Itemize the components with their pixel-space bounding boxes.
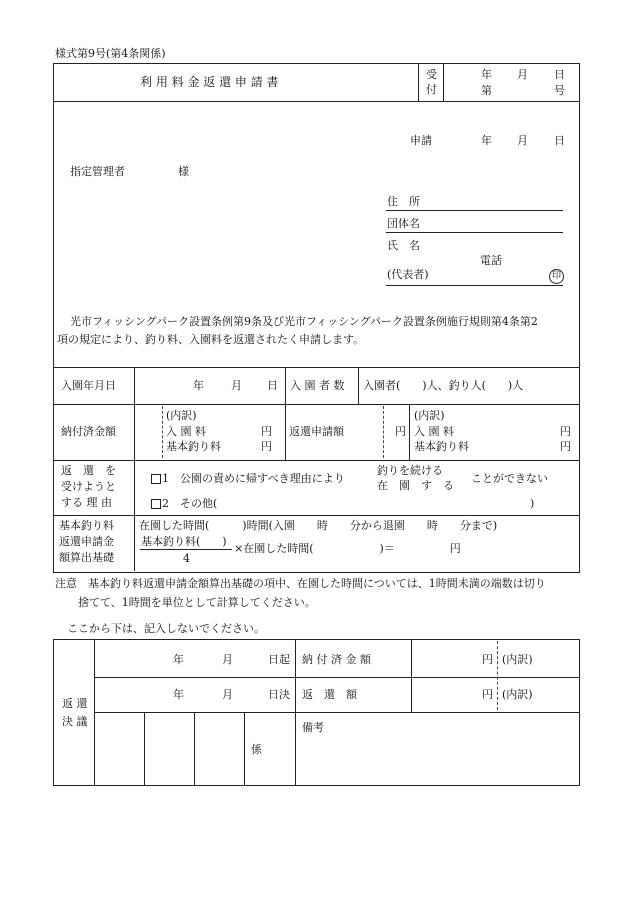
basis-fraction-bottom: 4 xyxy=(183,552,190,565)
fraction-bar xyxy=(140,549,232,550)
office-row1-month: 月 xyxy=(222,653,233,666)
reason-label-3: する 理 由 xyxy=(61,496,112,509)
refund-entry-yen: 円 xyxy=(560,425,571,438)
reason-option1-number: 1 xyxy=(162,472,169,485)
office-side-1: 返 還 xyxy=(62,697,88,710)
reason-option1-mid-top: 釣りを続ける xyxy=(377,464,443,477)
office-row1-breakdown: (内訳) xyxy=(502,653,533,666)
name-label: 氏 名 xyxy=(387,239,420,252)
reason-option1-checkbox[interactable] xyxy=(151,474,161,484)
office-row2-breakdown: (内訳) xyxy=(502,688,533,701)
reason-option2-number: 2 xyxy=(162,497,169,510)
receipt-year: 年 xyxy=(481,68,492,81)
reason-option1-mid-bottom: 在 園 す る xyxy=(377,479,454,492)
paid-breakdown: (内訳) xyxy=(166,409,197,422)
statement-line2: 項の規定により、釣り料、入園料を返還されたく申請します。 xyxy=(57,333,365,346)
office-row2-yen: 円 xyxy=(482,688,493,701)
representative-line[interactable] xyxy=(386,285,563,286)
form-title: 利 用 料 金 返 還 申 請 書 xyxy=(140,75,279,89)
addressee-honorific: 様 xyxy=(178,165,189,178)
paid-basic-fee: 基本釣り料 xyxy=(166,440,221,453)
basis-multiply: ×在園した時間( )＝ 円 xyxy=(234,542,461,555)
refund-amount-yen: 円 xyxy=(395,425,406,438)
office-side-2: 決 議 xyxy=(62,715,88,728)
receipt-go: 号 xyxy=(554,84,565,97)
basis-label-2: 返還申請金 xyxy=(59,535,114,548)
application-day: 日 xyxy=(554,134,565,147)
statement-line1: 光市フィッシングパーク設置条例第9条及び光市フィッシングパーク設置条例施行規則第4条第2 xyxy=(70,315,538,328)
entry-month: 月 xyxy=(231,379,242,392)
basis-fraction-top: 基本釣り料( ) xyxy=(141,535,227,548)
reason-option2-text: その他( xyxy=(180,497,218,510)
phone-label: 電話 xyxy=(480,254,502,267)
reason-label-2: 受けようと xyxy=(61,480,116,493)
seal-mark: 印 xyxy=(549,269,564,284)
paid-entry-yen: 円 xyxy=(261,425,272,438)
office-row2-suffix: 日決 xyxy=(268,688,290,701)
refund-amount-label: 返還申請額 xyxy=(289,425,344,438)
entry-year: 年 xyxy=(193,379,204,392)
paid-label: 納付済金額 xyxy=(61,425,116,438)
address-label: 住 所 xyxy=(387,195,420,208)
office-row2-label: 返 還 額 xyxy=(302,688,357,701)
office-staff-label: 係 xyxy=(251,743,262,756)
refund-entry-fee: 入 園 料 xyxy=(414,425,454,438)
office-row2-month: 月 xyxy=(222,688,233,701)
office-remarks-label: 備考 xyxy=(302,721,324,734)
refund-basic-fee: 基本釣り料 xyxy=(414,440,469,453)
office-row1-label: 納 付 済 金 額 xyxy=(302,653,371,666)
basis-label-1: 基本釣り料 xyxy=(59,519,114,532)
application-month: 月 xyxy=(517,134,528,147)
entrants-value: 入園者( )人、釣り人( )人 xyxy=(363,379,524,392)
basis-time-line: 在園した時間( )時間(入園 時 分から退園 時 分まで) xyxy=(139,519,498,532)
receipt-day: 日 xyxy=(554,68,565,81)
office-row1-yen: 円 xyxy=(482,653,493,666)
office-row2-year: 年 xyxy=(173,688,184,701)
reason-option2-checkbox[interactable] xyxy=(151,499,161,509)
paid-basic-yen: 円 xyxy=(261,440,272,453)
office-row1-year: 年 xyxy=(173,653,184,666)
address-line[interactable] xyxy=(386,210,563,211)
representative-label: (代表者) xyxy=(387,268,429,281)
receipt-label-top: 受 xyxy=(426,68,437,81)
paid-entry-fee: 入 園 料 xyxy=(166,425,206,438)
entry-date-label: 入園年月日 xyxy=(61,379,116,392)
reason-option2-close: ) xyxy=(530,497,535,510)
office-row1-suffix: 日起 xyxy=(268,653,290,666)
application-year: 年 xyxy=(481,134,492,147)
application-label: 申請 xyxy=(410,134,432,147)
reason-option1-end: ことができない xyxy=(471,472,548,485)
note-line1: 注意 基本釣り料返還申請金額算出基礎の項中、在園した時間については、1時間未満の端数は切り xyxy=(55,577,546,590)
office-instruction: ここから下は、記入しないでください。 xyxy=(67,622,265,635)
receipt-month: 月 xyxy=(517,68,528,81)
group-line[interactable] xyxy=(386,232,563,233)
group-label: 団体名 xyxy=(387,217,420,230)
refund-basic-yen: 円 xyxy=(560,440,571,453)
reason-option1-text: 公園の責めに帰すべき理由により xyxy=(180,472,345,485)
basis-label-3: 額算出基礎 xyxy=(59,551,114,564)
reason-label-1: 返 還 を xyxy=(61,464,116,477)
form-number: 様式第9号(第4条関係) xyxy=(55,47,166,60)
refund-breakdown: (内訳) xyxy=(414,409,445,422)
receipt-label-bottom: 付 xyxy=(426,83,437,96)
entrants-label: 入 園 者 数 xyxy=(290,379,345,392)
note-line2: 捨てて、1時間を単位として計算してください。 xyxy=(78,596,316,609)
receipt-dai: 第 xyxy=(481,84,492,97)
entry-day: 日 xyxy=(267,379,278,392)
addressee-title: 指定管理者 xyxy=(70,165,125,178)
